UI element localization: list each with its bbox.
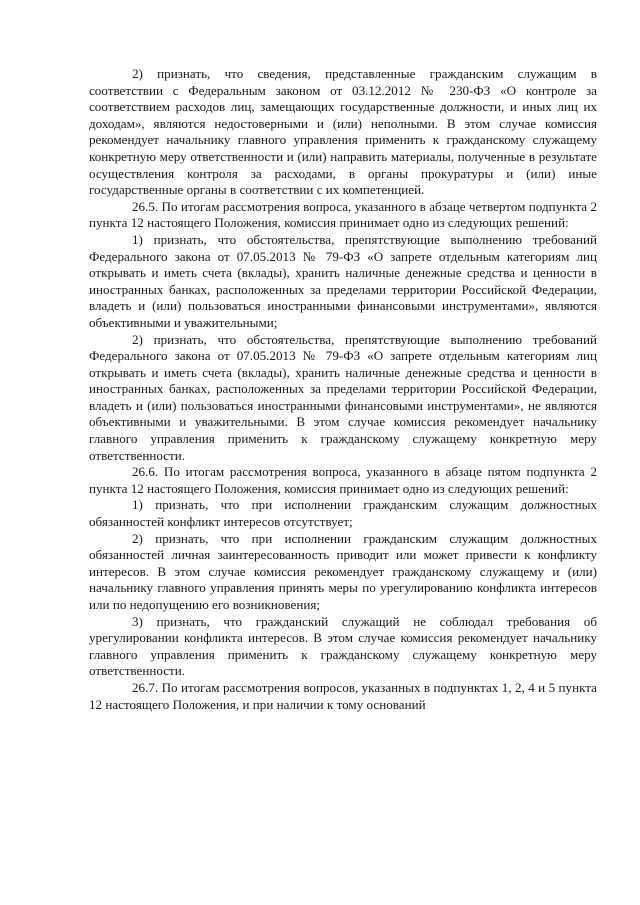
document-page <box>89 66 597 713</box>
paragraph-26-5-item-2: 2) признать, что обстоятельства, препятствующие выполнению требований Федерального закона от 07.05.2013 № 79-ФЗ «О запрете отдельным категориям лиц открывать и иметь счета (вклады), хранить наличные денежные средства и ценности в иностранных банках, расположенных за пределами территории Российской Федерации, владеть и (или) пользоваться иностранными финансовыми инструментами», не являются объективными и уважительными. В этом случае комиссия рекомендует начальнику главного управления применить к гражданскому служащему конкретную меру ответственности. <box>89 331 597 463</box>
paragraph-26-5-item-1: 1) признать, что обстоятельства, препятствующие выполнению требований Федерального закона от 07.05.2013 № 79-ФЗ «О запрете отдельным категориям лиц открывать и иметь счета (вклады), хранить наличные денежные средства и ценности в иностранных банках, расположенных за пределами территории Российской Федерации, владеть и (или) пользоваться иностранными финансовыми инструментами», являются объективными и уважительными; <box>89 231 597 330</box>
paragraph-26-6-item-2: 2) признать, что при исполнении гражданским служащим должностных обязанностей личная заинтересованность приводит или может привести к конфликту интересов. В этом случае комиссия рекомендует гражданскому служащему и (или) начальнику главного управления принять меры по урегулированию конфликта интересов или по недопущению его возникновения; <box>89 530 597 612</box>
paragraph-26-6: 26.6. По итогам рассмотрения вопроса, указанного в абзаце пятом подпункта 2 пункта 12 настоящего Положения, комиссия принимает одно из следующих решений: <box>89 464 597 496</box>
paragraph-26-6-item-3: 3) признать, что гражданский служащий не соблюдал требования об урегулировании конфликта интересов. В этом случае комиссия рекомендует начальнику главного управления применить к гражданскому служащему конкретную меру ответственности. <box>89 613 597 679</box>
paragraph-26-6-item-1: 1) признать, что при исполнении гражданским служащим должностных обязанностей конфликт интересов отсутствует; <box>89 497 597 530</box>
paragraph-26-5: 26.5. По итогам рассмотрения вопроса, указанного в абзаце четвертом подпункта 2 пункта 12 настоящего Положения, комиссия принимает одно из следующих решений: <box>89 198 597 231</box>
paragraph-26-7: 26.7. По итогам рассмотрения вопросов, указанных в подпунктах 1, 2, 4 и 5 пункта 12 настоящего Положения, и при наличии к тому оснований <box>89 679 597 712</box>
paragraph-item-2-conclusion: 2) признать, что сведения, представленные гражданским служащим в соответствии с Федеральным законом от 03.12.2012 № 230-ФЗ «О контроле за соответствием расходов лиц, замещающих государственные должности, и иных лиц их доходам», являются недостоверными и (или) неполными. В этом случае комиссия рекомендует начальнику главного управления применить к гражданскому служащему конкретную меру ответственности и (или) направить материалы, полученные в результате осуществления контроля за расходами, в органы прокуратуры и (или) иные государственные органы в соответствии с их компетенцией. <box>89 66 597 198</box>
